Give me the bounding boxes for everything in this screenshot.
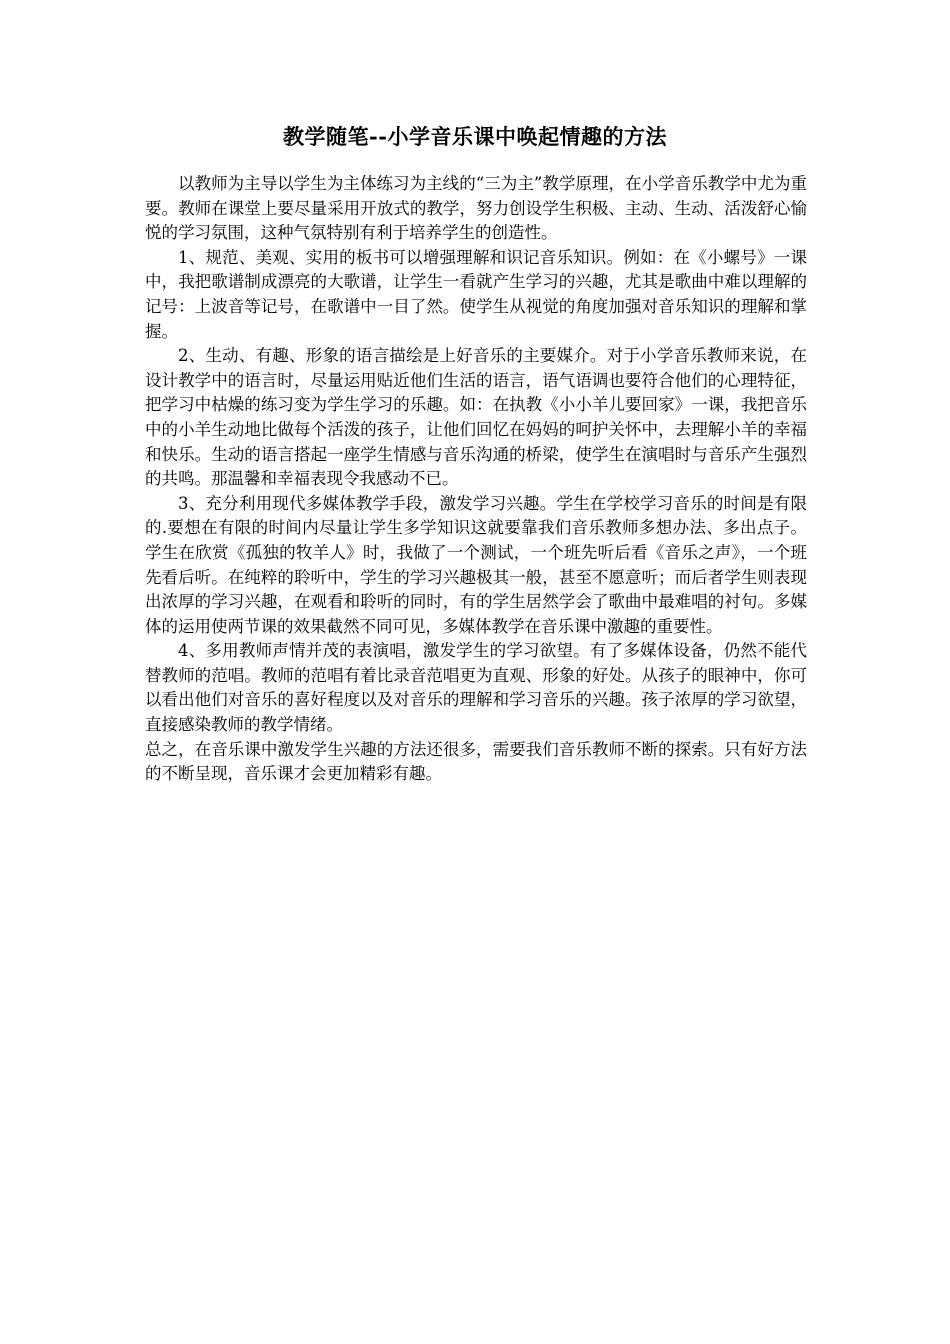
paragraph-conclusion: 总之，在音乐课中激发学生兴趣的方法还很多，需要我们音乐教师不断的探索。只有好方法的不断呈现，音乐课才会更加精彩有趣。 bbox=[145, 739, 807, 784]
paragraph-intro: 以教师为主导以学生为主体练习为主线的“三为主”教学原理，在小学音乐教学中尤为重要。教师在课堂上要尽量采用开放式的教学，努力创设学生积极、主动、生动、活泼舒心愉悦的学习氛围，这种气氛特别有利于培养学生的创造性。 bbox=[145, 174, 807, 243]
document-body bbox=[145, 172, 807, 787]
paragraph-point-3: 3、充分利用现代多媒体教学手段，激发学习兴趣。学生在学校学习音乐的时间是有限的.要想在有限的时间内尽量让学生多学知识这就要靠我们音乐教师多想办法、多出点子。学生在欣赏《孤独的牧羊人》时，我做了一个测试，一个班先听后看《音乐之声》，一个班先看后听。在纯粹的聆听中，学生的学习兴趣极其一般，甚至不愿意听；而后者学生则表现出浓厚的学习兴趣，在观看和聆听的同时，有的学生居然学会了歌曲中最难唱的衬句。多媒体的运用使两节课的效果截然不同可见，多媒体教学在音乐课中激趣的重要性。 bbox=[145, 493, 807, 636]
paragraph-point-4: 4、多用教师声情并茂的表演唱，激发学生的学习欲望。有了多媒体设备，仍然不能代替教师的范唱。教师的范唱有着比录音范唱更为直观、形象的好处。从孩子的眼神中，你可以看出他们对音乐的喜好程度以及对音乐的理解和学习音乐的兴趣。孩子浓厚的学习欲望，直接感染教师的教学情绪。 bbox=[145, 641, 807, 735]
paragraph-point-2: 2、生动、有趣、形象的语言描绘是上好音乐的主要媒介。对于小学音乐教师来说，在设计教学中的语言时，尽量运用贴近他们生活的语言，语气语调也要符合他们的心理特征，把学习中枯燥的练习变为学生学习的乐趣。如：在执教《小小羊儿要回家》一课，我把音乐中的小羊生动地比做每个活泼的孩子，让他们回忆在妈妈的呵护关怀中，去理解小羊的幸福和快乐。生动的语言搭起一座学生情感与音乐沟通的桥梁，使学生在演唱时与音乐产生强烈的共鸣。那温馨和幸福表现令我感动不已。 bbox=[145, 346, 807, 489]
paragraph-point-1: 1、规范、美观、实用的板书可以增强理解和识记音乐知识。例如：在《小螺号》一课中，我把歌谱制成漂亮的大歌谱，让学生一看就产生学习的兴趣，尤其是歌曲中难以理解的记号：上波音等记号，在歌谱中一目了然。使学生从视觉的角度加强对音乐知识的理解和掌握。 bbox=[145, 247, 807, 341]
document-title: 教学随笔--小学音乐课中唤起情趣的方法 bbox=[283, 124, 667, 149]
